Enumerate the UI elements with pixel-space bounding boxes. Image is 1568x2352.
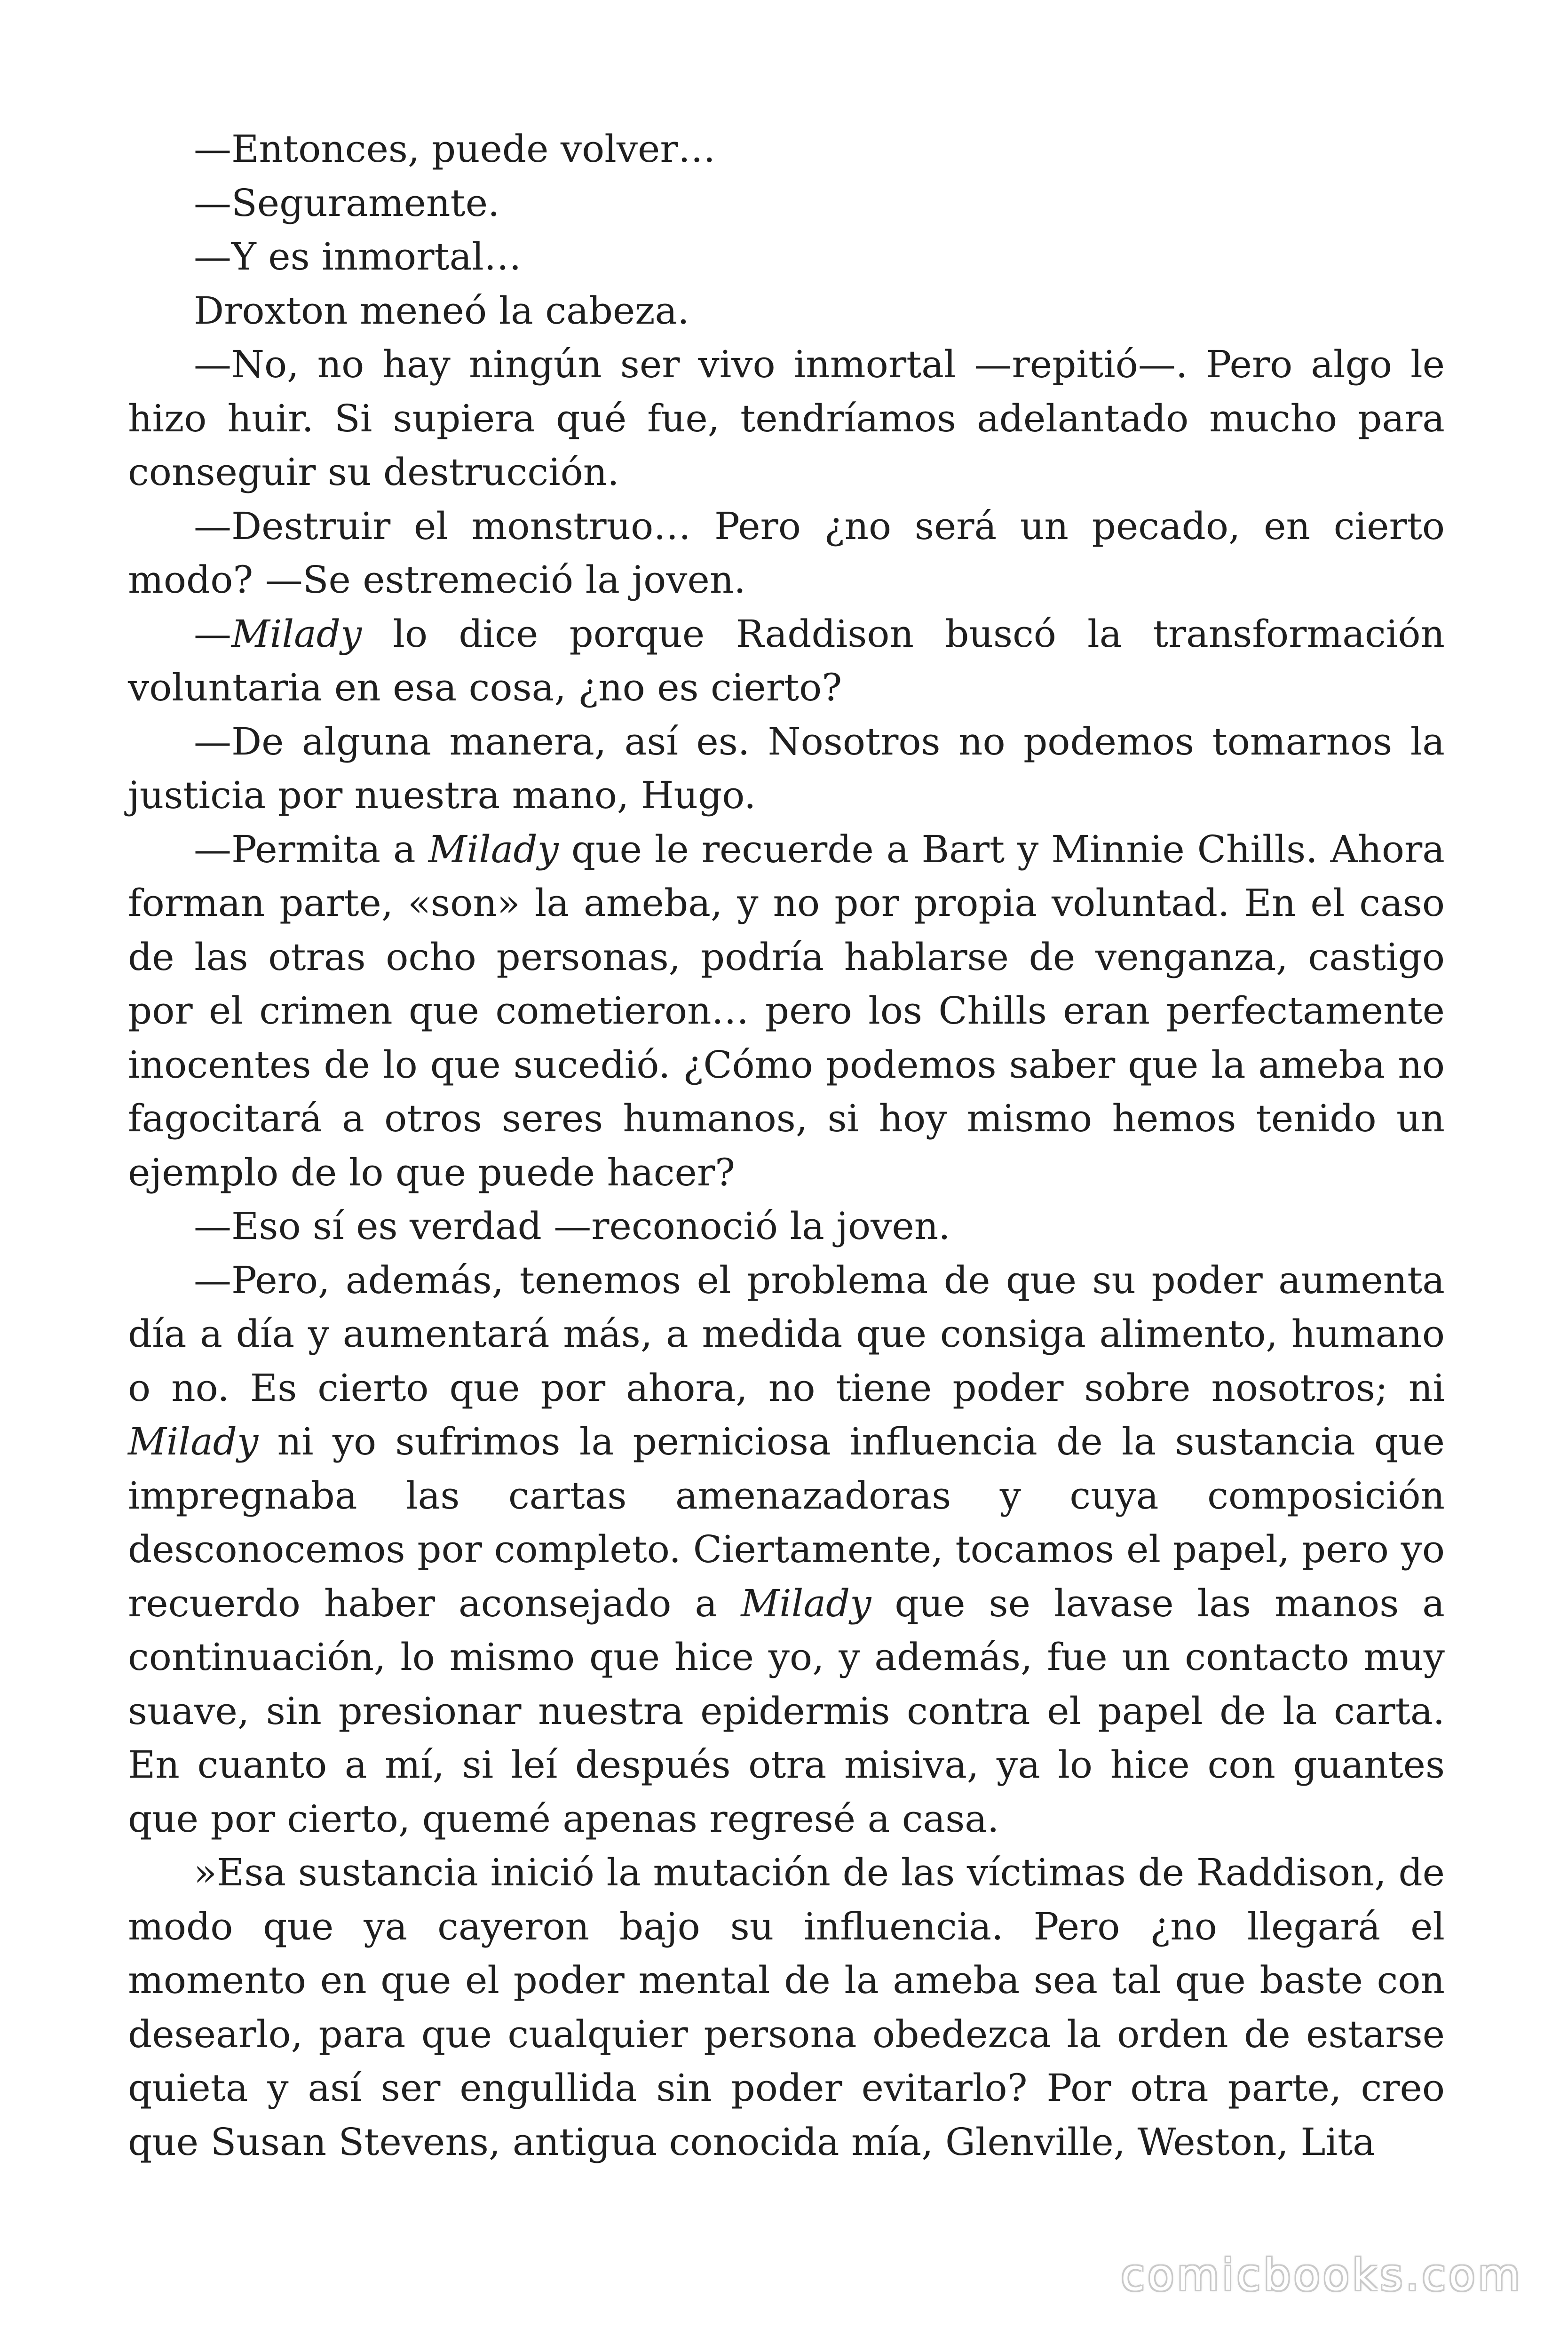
paragraph — [128, 1254, 1445, 1846]
italic-segment: Milady — [231, 612, 362, 656]
text-segment: —Y es inmortal… — [194, 235, 522, 278]
paragraph — [128, 1200, 1445, 1254]
text-segment: lo dice porque Raddison buscó la transformación voluntaria en esa cosa, ¿no es cierto? — [128, 612, 1445, 709]
text-segment: —Permita a — [194, 827, 428, 871]
paragraph — [128, 230, 1445, 284]
text-segment: »Esa sustancia inició la mutación de las víctimas de Raddison, de modo que ya cayeron bajo su influencia. Pero ¿no llegará el momento en que el poder mental de la ameba sea tal que baste con desearlo, para que cualquier persona obedezca la orden de estarse quieta y así ser engullida sin poder evitarlo? Por otra parte, creo que Susan Stevens, antigua conocida mía, Glenville, Weston, Lita — [128, 1851, 1445, 2164]
text-segment: —No, no hay ningún ser vivo inmortal —repitió—. Pero algo le hizo huir. Si supiera qué fue, tendríamos adelantado mucho para conseguir su destrucción. — [128, 342, 1445, 494]
text-segment: —De alguna manera, así es. Nosotros no podemos tomarnos la justicia por nuestra mano, Hugo. — [128, 719, 1445, 817]
italic-segment: Milady — [428, 827, 559, 871]
italic-segment: Milady — [128, 1420, 259, 1463]
text-segment: —Pero, además, tenemos el problema de que su poder aumenta día a día y aumentará más, a medida que consiga alimento, humano o no. Es cierto que por ahora, no tiene poder sobre nosotros; ni — [128, 1258, 1445, 1410]
text-segment: —Entonces, puede volver… — [194, 127, 716, 171]
text-segment: —Eso sí es verdad —reconoció la joven. — [194, 1204, 950, 1248]
paragraph — [128, 500, 1445, 607]
paragraph — [128, 122, 1445, 176]
text-segment: que se lavase las manos a continuación, lo mismo que hice yo, y además, fue un contacto muy suave, sin presionar nuestra epidermis contra el papel de la carta. En cuanto a mí, si leí después otra misiva, ya lo hice con guantes que por cierto, quemé apenas regresé a casa. — [128, 1581, 1445, 1841]
paragraph — [128, 338, 1445, 500]
text-segment: —Destruir el monstruo… Pero ¿no será un pecado, en cierto modo? —Se estremeció la joven. — [128, 504, 1445, 602]
text-segment: Droxton meneó la cabeza. — [194, 288, 689, 333]
text-segment: — — [194, 612, 231, 656]
book-page-text — [128, 122, 1445, 2169]
text-segment: —Seguramente. — [194, 181, 500, 225]
paragraph — [128, 607, 1445, 715]
paragraph — [128, 284, 1445, 338]
paragraph — [128, 715, 1445, 823]
watermark: comicbooks.com — [1121, 2250, 1523, 2300]
paragraph — [128, 823, 1445, 1200]
paragraph — [128, 1846, 1445, 2169]
italic-segment: Milady — [741, 1581, 871, 1625]
paragraph — [128, 176, 1445, 230]
text-segment: ni yo sufrimos la perniciosa influencia de la sustancia que impregnaba las cartas amenazadoras y cuya composición desconocemos por completo. Ciertamente, tocamos el papel, pero yo recuerdo haber aconsejado a — [128, 1420, 1445, 1625]
text-segment: que le recuerde a Bart y Minnie Chills. Ahora forman parte, «son» la ameba, y no por propia voluntad. En el caso de las otras ocho personas, podría hablarse de venganza, castigo por el crimen que cometieron… pero los Chills eran perfectamente inocentes de lo que sucedió. ¿Cómo podemos saber que la ameba no fagocitará a otros seres humanos, si hoy mismo hemos tenido un ejemplo de lo que puede hacer? — [128, 827, 1445, 1194]
